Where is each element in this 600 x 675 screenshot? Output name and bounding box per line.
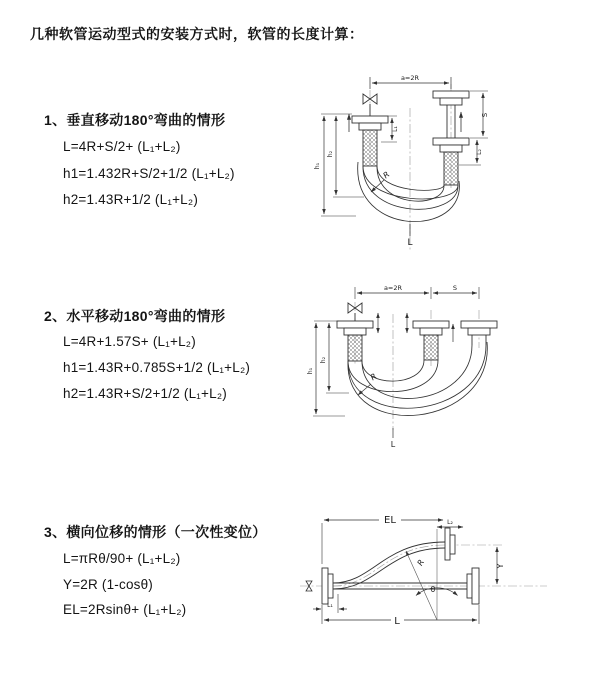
section-1-formula-h1: h1=1.432R+S/2+1/2 (L₁+L₂) (63, 166, 235, 181)
dim-label-l2: L₂ (447, 519, 453, 526)
left-flange (322, 568, 333, 604)
section-3-formula-l: L=πRθ/90+ (L₁+L₂) (63, 551, 181, 566)
section-3-formula-y: Y=2R (1-cosθ) (63, 577, 154, 592)
middle-hose-fitting (413, 321, 449, 360)
dim-label-h1: h₁ (314, 162, 321, 170)
radius-label: R (368, 371, 379, 383)
dim-a2r (355, 287, 479, 299)
section-1-heading: 1、垂直移动180°弯曲的情形 (44, 112, 226, 128)
radius-label: R (381, 169, 392, 181)
right-hose-fitting (433, 91, 469, 185)
dim-label-a2r: a=2R (400, 74, 420, 82)
diagram-3-drawing (295, 498, 600, 663)
section-2-heading: 2、水平移动180°弯曲的情形 (44, 308, 226, 324)
angle-label-theta: θ (430, 585, 436, 594)
diagram-1-drawing (308, 66, 578, 261)
section-2-formula-l: L=4R+1.57S+ (L₁+L₂) (63, 334, 196, 349)
left-hose-fitting (352, 116, 388, 166)
upper-flange (445, 528, 455, 560)
hose-s-curve (333, 542, 445, 589)
dim-label-el: EL (384, 515, 396, 526)
dim-label-h2: h₂ (327, 150, 334, 158)
hose-bend-arcs (348, 342, 487, 416)
lower-right-flange (467, 568, 479, 604)
length-label: L (390, 440, 396, 449)
dim-h1 (321, 114, 356, 216)
diagram-lateral-displacement (295, 498, 600, 663)
length-label: L (407, 238, 413, 248)
dim-label-s: S (452, 284, 458, 292)
section-2-formula-h2: h2=1.43R+S/2+1/2 (L₁+L₂) (63, 386, 227, 401)
section-2-formula-h1: h1=1.43R+0.785S+1/2 (L₁+L₂) (63, 360, 251, 375)
section-3-formula-el: EL=2Rsinθ+ (L₁+L₂) (63, 602, 187, 617)
page-title: 几种软管运动型式的安装方式时，软管的长度计算： (30, 26, 364, 42)
centerlines (370, 84, 451, 250)
dim-label-a2r: a=2R (383, 284, 403, 292)
dim-label-l1: L₁ (327, 602, 333, 609)
section-1-formula-h2: h2=1.43R+1/2 (L₁+L₂) (63, 192, 199, 207)
section-3-heading: 3、横向位移的情形（一次性变位） (44, 524, 267, 540)
diagram-2-drawing (303, 278, 598, 473)
dim-label-h2: h₂ (320, 356, 327, 364)
dim-label-y: Y (496, 563, 505, 569)
dim-label-l1: L₁ (392, 126, 399, 132)
dim-label-s: S (481, 112, 489, 118)
section-1-formula-l: L=4R+S/2+ (L₁+L₂) (63, 139, 181, 154)
left-hose-fitting (337, 321, 373, 361)
dim-label-l2: L₂ (476, 149, 483, 155)
dim-label-l: L (394, 616, 400, 627)
dim-label-h1: h₁ (307, 367, 314, 375)
dim-el (322, 520, 443, 564)
diagram-vertical-180-bend (308, 66, 578, 261)
moved-hose-fitting (461, 321, 497, 345)
radius-leader (371, 180, 384, 192)
radius-label: R (415, 558, 427, 568)
diagram-horizontal-180-bend (303, 278, 598, 473)
